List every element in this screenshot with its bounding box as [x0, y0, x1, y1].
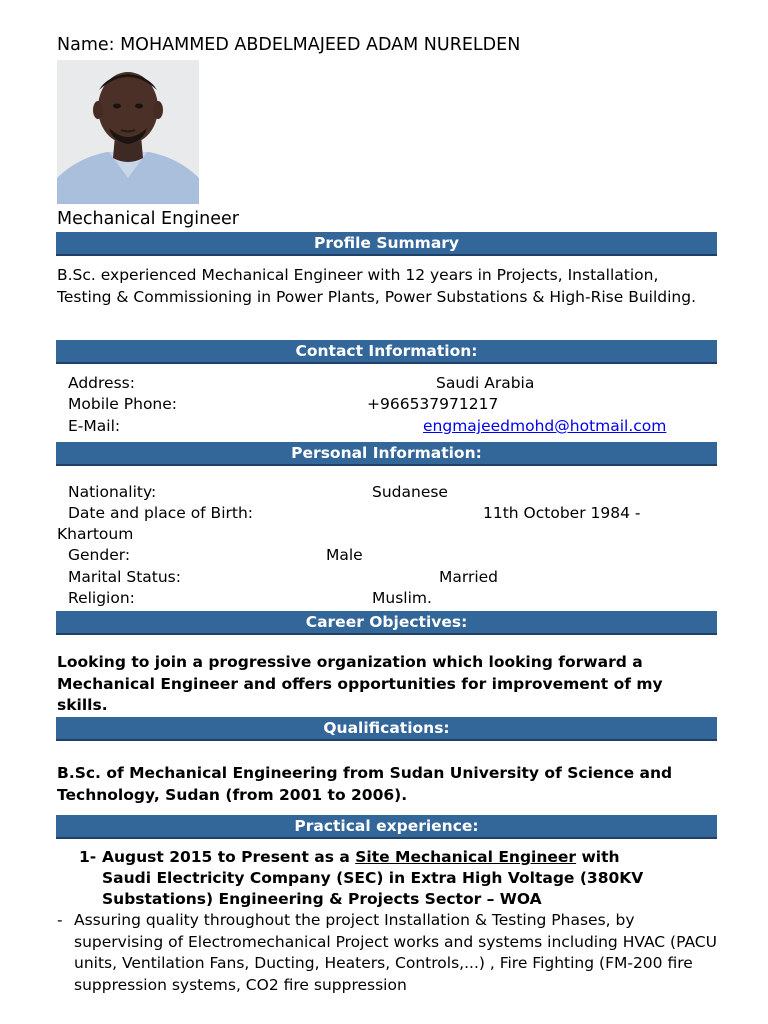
section-header-qualifications: Qualifications:: [56, 717, 717, 741]
section-header-contact: Contact Information:: [56, 340, 717, 364]
birth-label: Date and place of Birth:: [68, 504, 253, 522]
profile-photo: [57, 60, 199, 204]
gender-value: Male: [326, 546, 363, 564]
nationality-value: Sudanese: [372, 483, 448, 501]
bullet-marker: -: [57, 911, 63, 929]
section-header-experience: Practical experience:: [56, 815, 717, 839]
religion-label: Religion:: [68, 589, 135, 607]
experience-heading-line3: Substations) Engineering & Projects Sector – WOA: [102, 890, 542, 908]
religion-value: Muslim.: [372, 589, 432, 607]
job-title: Mechanical Engineer: [57, 209, 239, 229]
section-header-career: Career Objectives:: [56, 611, 717, 635]
experience-heading-line2: Saudi Electricity Company (SEC) in Extra High Voltage (380KV: [102, 869, 644, 887]
email-label: E-Mail:: [68, 417, 121, 435]
section-header-profile: Profile Summary: [56, 232, 717, 256]
qualification-text: B.Sc. of Mechanical Engineering from Sudan University of Science and Technology, Sudan (from 2001 to 2006).: [57, 764, 673, 804]
birth-place: Khartoum: [57, 525, 134, 543]
email-link[interactable]: engmajeedmohd@hotmail.com: [423, 417, 667, 435]
experience-number: 1-: [79, 848, 97, 866]
gender-label: Gender:: [68, 546, 131, 564]
experience-heading-line1: August 2015 to Present as a Site Mechanical Engineer with: [102, 848, 620, 866]
experience-role: Site Mechanical Engineer: [355, 848, 577, 866]
marital-value: Married: [439, 568, 499, 586]
mobile-label: Mobile Phone:: [68, 395, 178, 413]
profile-summary-text: B.Sc. experienced Mechanical Engineer with 12 years in Projects, Installation, Testing & Commissioning in Power Plants, Power Substations & High-Rise Building.: [57, 266, 697, 306]
section-header-personal: Personal Information:: [56, 442, 717, 466]
birth-value: 11th October 1984 -: [483, 504, 641, 522]
nationality-label: Nationality:: [68, 483, 157, 501]
marital-label: Marital Status:: [68, 568, 181, 586]
experience-bullet-text: Assuring quality throughout the project Installation & Testing Phases, by supervising of Electromechanical Project works and systems including HVAC (PACU units, Ventilation Fans, Ducting, Heaters, Controls,...) , Fire Fighting (FM-200 fire suppression systems, CO2 fire suppression: [74, 911, 717, 994]
career-objective-text: Looking to join a progressive organization which looking forward a Mechanical Engineer and offers opportunities for improvement of my skills.: [57, 653, 663, 714]
address-label: Address:: [68, 374, 135, 392]
mobile-value: +966537971217: [367, 395, 499, 413]
name-line: Name: MOHAMMED ABDELMAJEED ADAM NURELDEN: [57, 35, 521, 55]
address-value: Saudi Arabia: [436, 374, 535, 392]
